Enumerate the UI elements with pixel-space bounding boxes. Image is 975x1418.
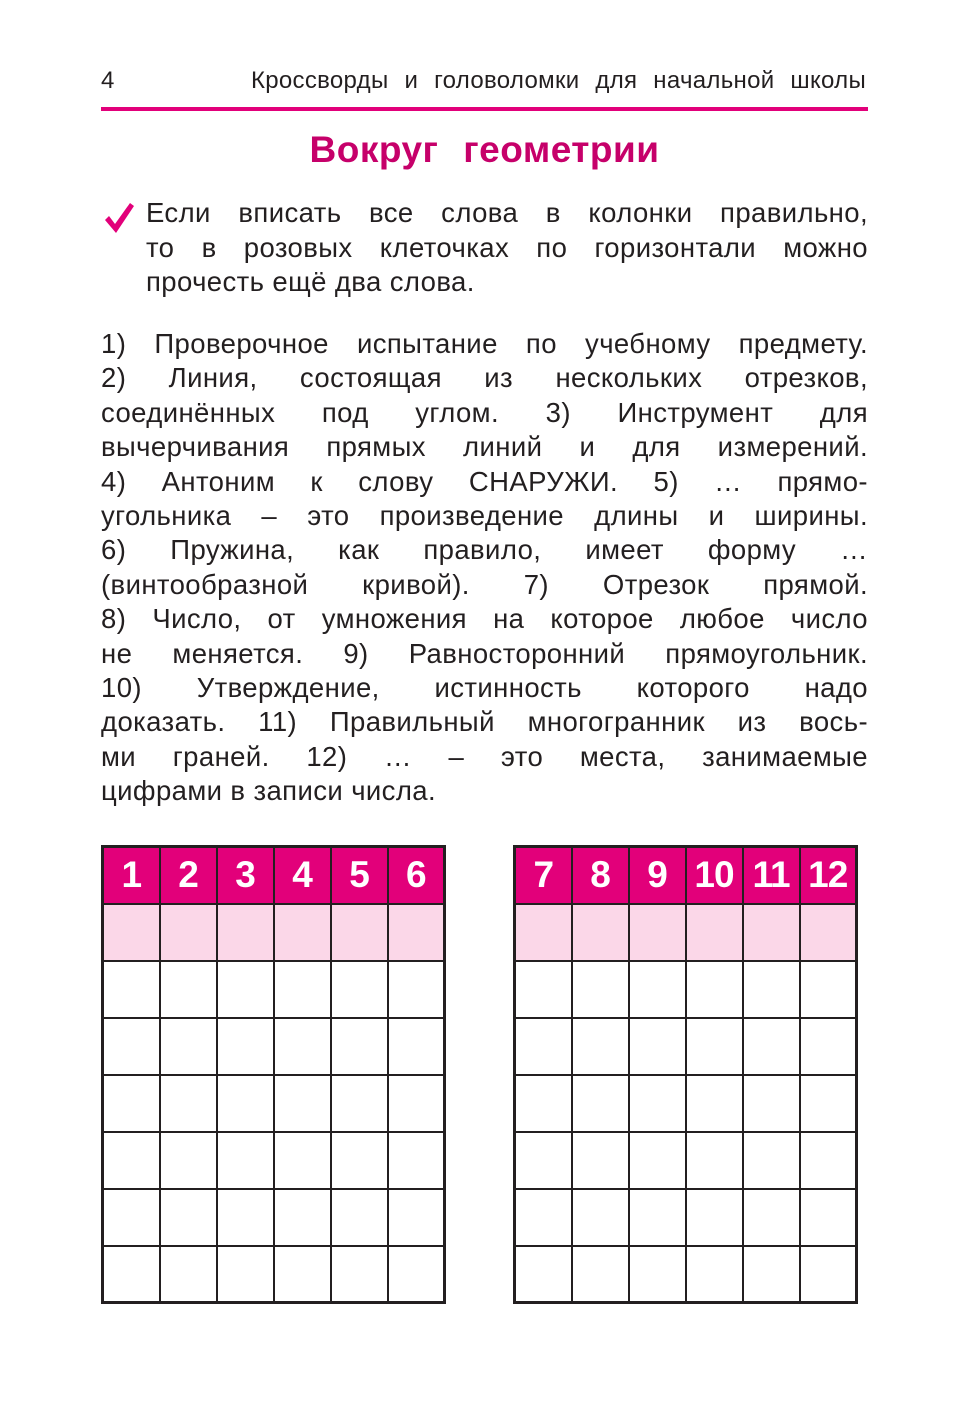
grid-row (103, 1075, 445, 1132)
letter-cell[interactable] (686, 1132, 743, 1189)
letter-cell[interactable] (800, 1189, 857, 1246)
letter-cell[interactable] (629, 1189, 686, 1246)
letter-cell[interactable] (686, 1246, 743, 1303)
highlight-cell[interactable] (629, 904, 686, 961)
letter-cell[interactable] (629, 1132, 686, 1189)
letter-cell[interactable] (515, 961, 572, 1018)
grid-row (103, 961, 445, 1018)
grid-row (103, 1246, 445, 1303)
letter-cell[interactable] (572, 1132, 629, 1189)
column-number: 8 (572, 847, 629, 904)
letter-cell[interactable] (217, 1246, 274, 1303)
clue-line: 8) Число, от умножения на которое любое число (101, 603, 868, 635)
highlight-cell[interactable] (103, 904, 160, 961)
intro-line: Если вписать все слова в колонки правильно, (146, 197, 868, 228)
letter-cell[interactable] (331, 961, 388, 1018)
running-head: Кроссворды и головоломки для начальной школы (250, 67, 866, 94)
letter-cell[interactable] (743, 1018, 800, 1075)
crossword-grid-right (513, 845, 858, 1304)
letter-cell[interactable] (629, 1018, 686, 1075)
letter-cell[interactable] (160, 1132, 217, 1189)
page-number: 4 (101, 67, 115, 94)
letter-cell[interactable] (800, 1132, 857, 1189)
highlight-cell[interactable] (160, 904, 217, 961)
column-number: 12 (800, 847, 857, 904)
column-number: 1 (103, 847, 160, 904)
letter-cell[interactable] (743, 1189, 800, 1246)
letter-cell[interactable] (331, 1132, 388, 1189)
clue-line: цифрами в записи числа. (101, 775, 437, 807)
letter-cell[interactable] (331, 1018, 388, 1075)
letter-cell[interactable] (515, 1189, 572, 1246)
column-number: 4 (274, 847, 331, 904)
clue-line: 2) Линия, состоящая из нескольких отрезков, (101, 362, 868, 394)
letter-cell[interactable] (515, 1018, 572, 1075)
letter-cell[interactable] (388, 961, 445, 1018)
letter-cell[interactable] (331, 1075, 388, 1132)
clue-line: 10) Утверждение, истинность которого надо (101, 672, 868, 704)
letter-cell[interactable] (274, 1246, 331, 1303)
letter-cell[interactable] (572, 1018, 629, 1075)
letter-cell[interactable] (103, 1189, 160, 1246)
letter-cell[interactable] (686, 1018, 743, 1075)
grid-row (515, 1189, 857, 1246)
letter-cell[interactable] (103, 961, 160, 1018)
column-number: 10 (686, 847, 743, 904)
letter-cell[interactable] (515, 1132, 572, 1189)
intro-line: то в розовых клеточках по горизонтали можно (146, 231, 868, 263)
letter-cell[interactable] (217, 1075, 274, 1132)
letter-cell[interactable] (800, 1246, 857, 1303)
grid-row (515, 1132, 857, 1189)
letter-cell[interactable] (572, 1075, 629, 1132)
letter-cell[interactable] (572, 1246, 629, 1303)
highlight-cell[interactable] (572, 904, 629, 961)
letter-cell[interactable] (217, 961, 274, 1018)
letter-cell[interactable] (743, 1132, 800, 1189)
grid-row (103, 1132, 445, 1189)
clue-line: (винтообразной кривой). 7) Отрезок прямой. (101, 568, 868, 600)
highlight-cell[interactable] (743, 904, 800, 961)
letter-cell[interactable] (743, 961, 800, 1018)
letter-cell[interactable] (103, 1132, 160, 1189)
checkmark-icon (103, 200, 135, 234)
column-number: 5 (331, 847, 388, 904)
highlight-row (103, 904, 445, 961)
letter-cell[interactable] (515, 1246, 572, 1303)
letter-cell[interactable] (515, 1075, 572, 1132)
letter-cell[interactable] (103, 1246, 160, 1303)
letter-cell[interactable] (274, 961, 331, 1018)
letter-cell[interactable] (686, 1075, 743, 1132)
letter-cell[interactable] (274, 1189, 331, 1246)
clue-line: не меняется. 9) Равносторонний прямоугольник. (101, 637, 868, 669)
grid-number-row (103, 847, 445, 904)
clues-text (101, 327, 868, 809)
letter-cell[interactable] (103, 1075, 160, 1132)
highlight-cell[interactable] (217, 904, 274, 961)
letter-cell[interactable] (388, 1246, 445, 1303)
highlight-cell[interactable] (274, 904, 331, 961)
clue-line: угольника – это произведение длины и ширины. (101, 500, 868, 532)
clue-line: вычерчивания прямых линий и для измерений. (101, 431, 868, 463)
letter-cell[interactable] (686, 961, 743, 1018)
letter-cell[interactable] (103, 1018, 160, 1075)
clue-line: ми граней. 12) … – это места, занимаемые (101, 740, 868, 772)
column-number: 9 (629, 847, 686, 904)
letter-cell[interactable] (274, 1075, 331, 1132)
letter-cell[interactable] (217, 1189, 274, 1246)
column-number: 11 (743, 847, 800, 904)
letter-cell[interactable] (743, 1246, 800, 1303)
letter-cell[interactable] (800, 1018, 857, 1075)
highlight-cell[interactable] (388, 904, 445, 961)
letter-cell[interactable] (217, 1132, 274, 1189)
highlight-cell[interactable] (331, 904, 388, 961)
grid-number-row (515, 847, 857, 904)
grid-row (515, 1075, 857, 1132)
grid-row (515, 961, 857, 1018)
letter-cell[interactable] (160, 1018, 217, 1075)
header-rule (101, 107, 868, 111)
column-number: 7 (515, 847, 572, 904)
crossword-grid-left (101, 845, 446, 1304)
letter-cell[interactable] (800, 1075, 857, 1132)
clue-line: доказать. 11) Правильный многогранник из вось- (101, 706, 868, 738)
letter-cell[interactable] (629, 1075, 686, 1132)
letter-cell[interactable] (743, 1075, 800, 1132)
letter-cell[interactable] (572, 1189, 629, 1246)
letter-cell[interactable] (388, 1075, 445, 1132)
highlight-cell[interactable] (800, 904, 857, 961)
letter-cell[interactable] (160, 961, 217, 1018)
letter-cell[interactable] (388, 1018, 445, 1075)
grid-row (103, 1189, 445, 1246)
letter-cell[interactable] (160, 1189, 217, 1246)
letter-cell[interactable] (331, 1246, 388, 1303)
column-number: 6 (388, 847, 445, 904)
column-number: 3 (217, 847, 274, 904)
letter-cell[interactable] (331, 1189, 388, 1246)
highlight-cell[interactable] (515, 904, 572, 961)
letter-cell[interactable] (160, 1075, 217, 1132)
letter-cell[interactable] (388, 1132, 445, 1189)
clue-line: соединённых под углом. 3) Инструмент для (101, 396, 868, 428)
highlight-row (515, 904, 857, 961)
grid-row (515, 1018, 857, 1075)
letter-cell[interactable] (160, 1246, 217, 1303)
letter-cell[interactable] (217, 1018, 274, 1075)
letter-cell[interactable] (629, 1246, 686, 1303)
letter-cell[interactable] (274, 1018, 331, 1075)
highlight-cell[interactable] (686, 904, 743, 961)
clue-line: 4) Антоним к слову СНАРУЖИ. 5) … прямо- (101, 465, 868, 497)
letter-cell[interactable] (274, 1132, 331, 1189)
letter-cell[interactable] (572, 961, 629, 1018)
letter-cell[interactable] (629, 961, 686, 1018)
clue-line: 1) Проверочное испытание по учебному предмету. (101, 328, 868, 359)
grid-row (515, 1246, 857, 1303)
column-number: 2 (160, 847, 217, 904)
letter-cell[interactable] (800, 961, 857, 1018)
intro-text (146, 196, 868, 300)
grid-row (103, 1018, 445, 1075)
intro-line: прочесть ещё два слова. (146, 266, 475, 297)
page-title: Вокруг геометрии (309, 129, 660, 170)
letter-cell[interactable] (388, 1189, 445, 1246)
clue-line: 6) Пружина, как правило, имеет форму … (101, 534, 868, 566)
letter-cell[interactable] (686, 1189, 743, 1246)
